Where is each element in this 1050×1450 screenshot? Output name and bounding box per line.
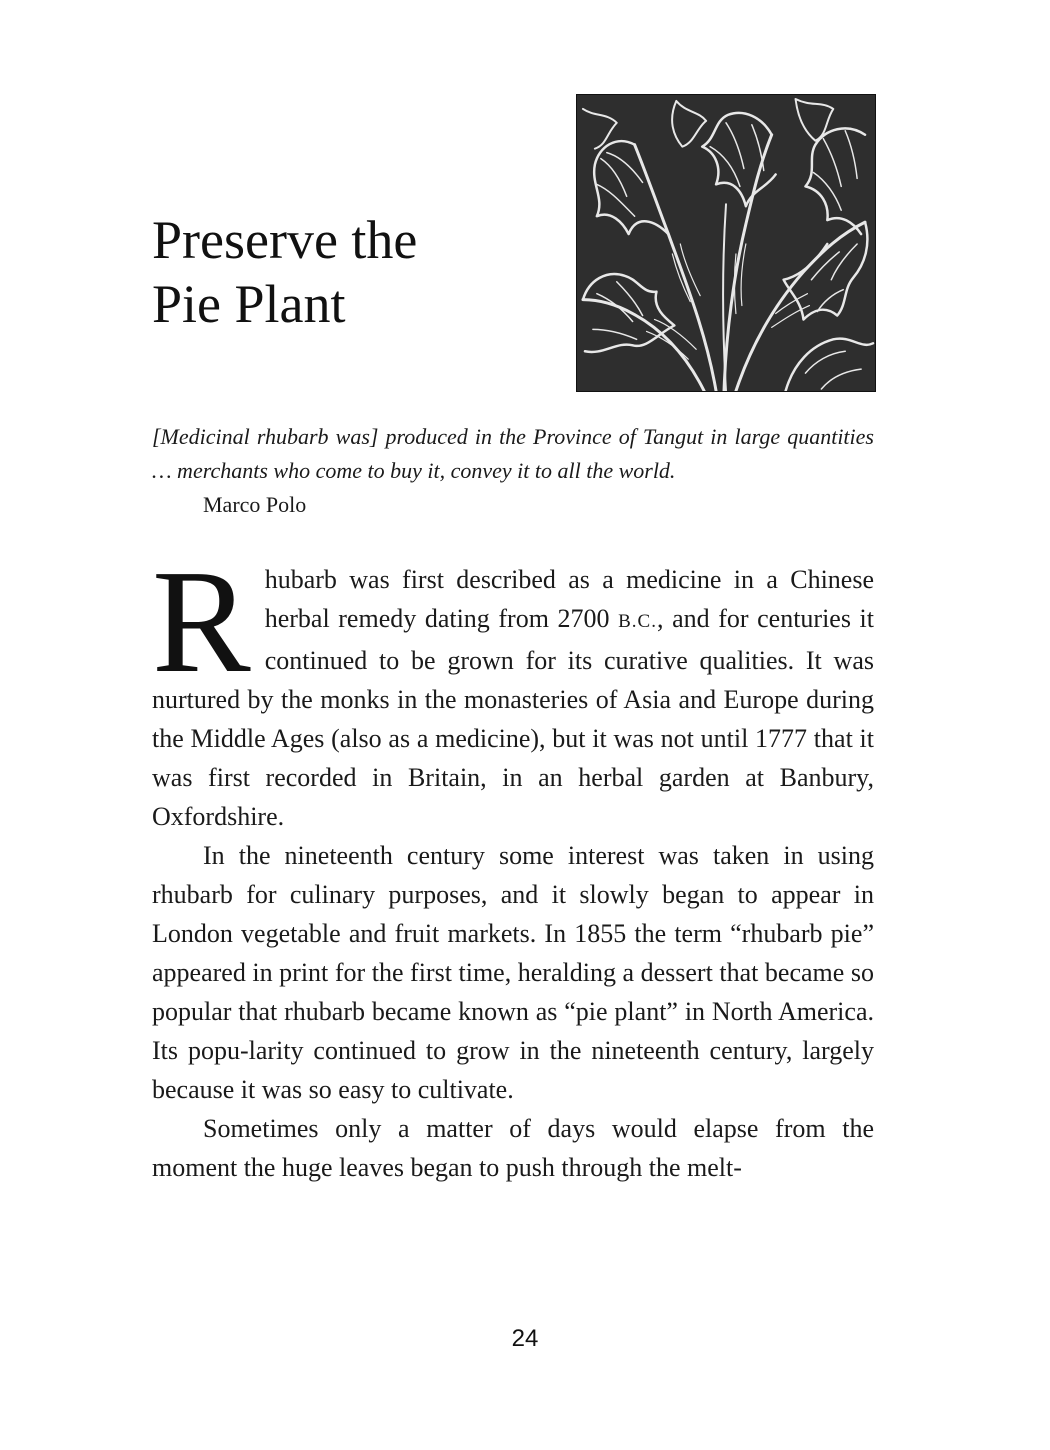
paragraph-1-text-b: , and for centuries it continued to be grown for its curative qualities. It was nurtured by the monks in the monasteries of Asia and Europe during the Middle Ages (also as a medicine), but it was not until 1777 that it was first recorded in Britain, in an herbal garden at Banbury, Oxfordshire. [152, 604, 874, 831]
era-abbreviation: B.C. [618, 611, 657, 632]
chapter-title [152, 208, 552, 336]
epigraph-quote: [Medicinal rhubarb was] produced in the Province of Tangut in large quantities … merchants who come to buy it, convey it to all the world. [152, 424, 874, 483]
chapter-title-line-2: Pie Plant [152, 274, 346, 335]
chapter-title-line-1: Preserve the [152, 210, 418, 271]
epigraph [152, 420, 874, 522]
rhubarb-leaves-engraving-icon [576, 94, 876, 392]
paragraph-1 [152, 540, 874, 836]
paragraph-2: In the nineteenth century some interest was taken in using rhubarb for culinary purposes, and it slowly began to appear in London vegetable and fruit markets. In 1855 the term “rhubarb pie” appeared in print for the first time, heralding a dessert that became so popular that rhubarb became known as “pie plant” in North America. Its popu-larity continued to grow in the nineteenth century, largely because it was so easy to cultivate. [152, 841, 874, 1104]
paragraph-1-text-a: hubarb was first described as a medicine in a Chinese herbal remedy dating from 2700 [264, 565, 874, 633]
page-number: 24 [511, 1325, 539, 1352]
drop-cap: R [152, 540, 251, 704]
body-text [152, 540, 874, 1187]
epigraph-attribution: Marco Polo [203, 492, 307, 517]
paragraph-3: Sometimes only a matter of days would elapse from the moment the huge leaves began to push through the melt- [152, 1114, 874, 1182]
